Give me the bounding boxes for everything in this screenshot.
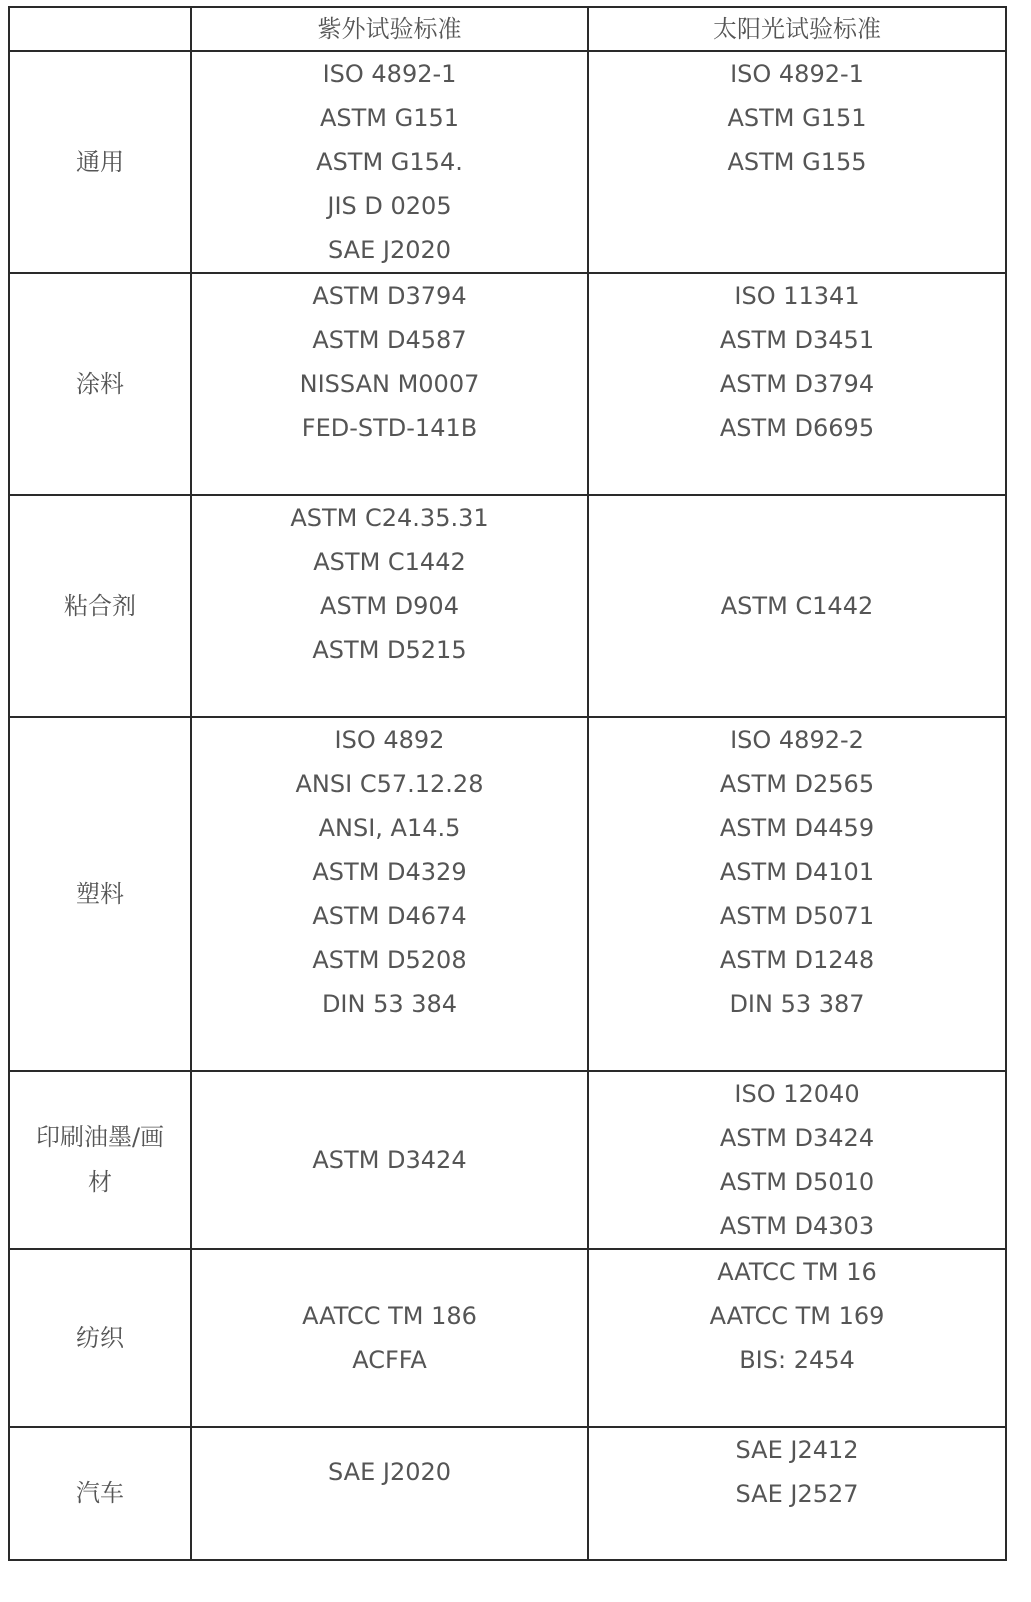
category-cell (9, 717, 191, 1071)
standard-item: ASTM D5010 (719, 1168, 875, 1196)
standard-item: DIN 53 387 (729, 990, 865, 1018)
standard-item: ASTM D5208 (312, 946, 467, 974)
standard-item: ASTM C1442 (720, 592, 874, 620)
uv-standards-cell (191, 1071, 588, 1249)
table-row (9, 717, 1006, 1071)
category-label: 通用 (76, 147, 124, 176)
standard-item: BIS: 2454 (739, 1346, 855, 1374)
standard-item: ISO 4892-1 (322, 60, 457, 88)
standard-item: ASTM D3451 (719, 326, 875, 354)
standard-item: ASTM D904 (320, 592, 459, 620)
category-label: 塑料 (76, 879, 124, 908)
standard-item: ACFFA (352, 1346, 427, 1374)
uv-standards-cell (191, 273, 588, 495)
uv-standards-cell (191, 495, 588, 717)
table-row (9, 273, 1006, 495)
sunlight-standards-cell (588, 1427, 1006, 1560)
sunlight-standards-cell (588, 717, 1006, 1071)
standard-item: ASTM C1442 (313, 548, 466, 576)
table-row (9, 1071, 1006, 1249)
standards-table (8, 6, 1007, 1561)
table-row (9, 1427, 1006, 1560)
sunlight-standards-cell (588, 273, 1006, 495)
standard-item: AATCC TM 186 (302, 1302, 477, 1330)
category-cell (9, 1249, 191, 1427)
category-label: 印刷油墨/画材 (35, 1123, 165, 1196)
standard-item: ASTM D3424 (719, 1124, 875, 1152)
category-cell (9, 51, 191, 273)
uv-standards-cell (191, 717, 588, 1071)
uv-standards-cell (191, 1249, 588, 1427)
table-row (9, 51, 1006, 273)
standard-item: AATCC TM 16 (717, 1258, 877, 1286)
standard-item: ASTM D4459 (719, 814, 875, 842)
category-label: 纺织 (76, 1323, 124, 1352)
standard-item: ISO 4892-1 (730, 60, 864, 88)
standard-item: ASTM D3424 (312, 1146, 467, 1174)
standard-item: ASTM D4329 (312, 858, 467, 886)
standard-item: ANSI C57.12.28 (295, 770, 484, 798)
standard-item: DIN 53 384 (321, 990, 458, 1018)
category-cell (9, 1427, 191, 1560)
standard-item: ASTM D5071 (719, 902, 875, 930)
sunlight-standards-cell (588, 1071, 1006, 1249)
standard-item: ASTM G154. (316, 148, 463, 176)
standard-item: ASTM D1248 (719, 946, 875, 974)
standard-item: ANSI, A14.5 (318, 814, 461, 842)
category-cell (9, 495, 191, 717)
category-label: 汽车 (76, 1479, 124, 1507)
standard-item: ASTM D3794 (719, 370, 875, 398)
table-row (9, 1249, 1006, 1427)
standard-item: ASTM D6695 (719, 414, 875, 442)
standard-item: ISO 4892-2 (730, 726, 864, 754)
standard-item: ISO 4892 (334, 726, 445, 754)
standard-item: ASTM D2565 (719, 770, 875, 798)
standard-item: SAE J2527 (735, 1480, 859, 1508)
table-row (9, 495, 1006, 717)
sunlight-standards-cell (588, 495, 1006, 717)
standard-item: ASTM G155 (727, 148, 867, 176)
sunlight-standards-cell (588, 51, 1006, 273)
standard-item: SAE J2412 (735, 1436, 859, 1464)
standard-item: NISSAN M0007 (299, 370, 480, 398)
header-empty-cell (9, 7, 191, 51)
header-row (9, 7, 1006, 51)
category-label: 涂料 (76, 369, 124, 398)
standard-item: SAE J2020 (327, 1458, 452, 1486)
standard-item: AATCC TM 169 (709, 1302, 885, 1330)
header-uv-standards: 紫外试验标准 (191, 7, 588, 51)
standard-item: ASTM D4587 (312, 326, 467, 354)
header-sunlight-standards: 太阳光试验标准 (588, 7, 1006, 51)
sunlight-standards-cell (588, 1249, 1006, 1427)
standard-item: ISO 11341 (734, 282, 860, 310)
category-label: 粘合剂 (64, 591, 136, 620)
category-cell (9, 1071, 191, 1249)
standard-item: ASTM D3794 (312, 282, 467, 310)
standard-item: SAE J2020 (327, 236, 452, 264)
standard-item: ISO 12040 (734, 1080, 860, 1108)
uv-standards-cell (191, 1427, 588, 1560)
standard-item: ASTM D4303 (719, 1212, 875, 1240)
standard-item: JIS D 0205 (327, 192, 452, 220)
standard-item: ASTM C24.35.31 (290, 504, 489, 532)
uv-standards-cell (191, 51, 588, 273)
standard-item: ASTM D5215 (312, 636, 467, 664)
standard-item: ASTM D4674 (312, 902, 467, 930)
standard-item: ASTM G151 (727, 104, 867, 132)
standard-item: ASTM G151 (319, 104, 460, 132)
category-cell (9, 273, 191, 495)
standard-item: ASTM D4101 (719, 858, 875, 886)
standard-item: FED-STD-141B (301, 414, 478, 442)
